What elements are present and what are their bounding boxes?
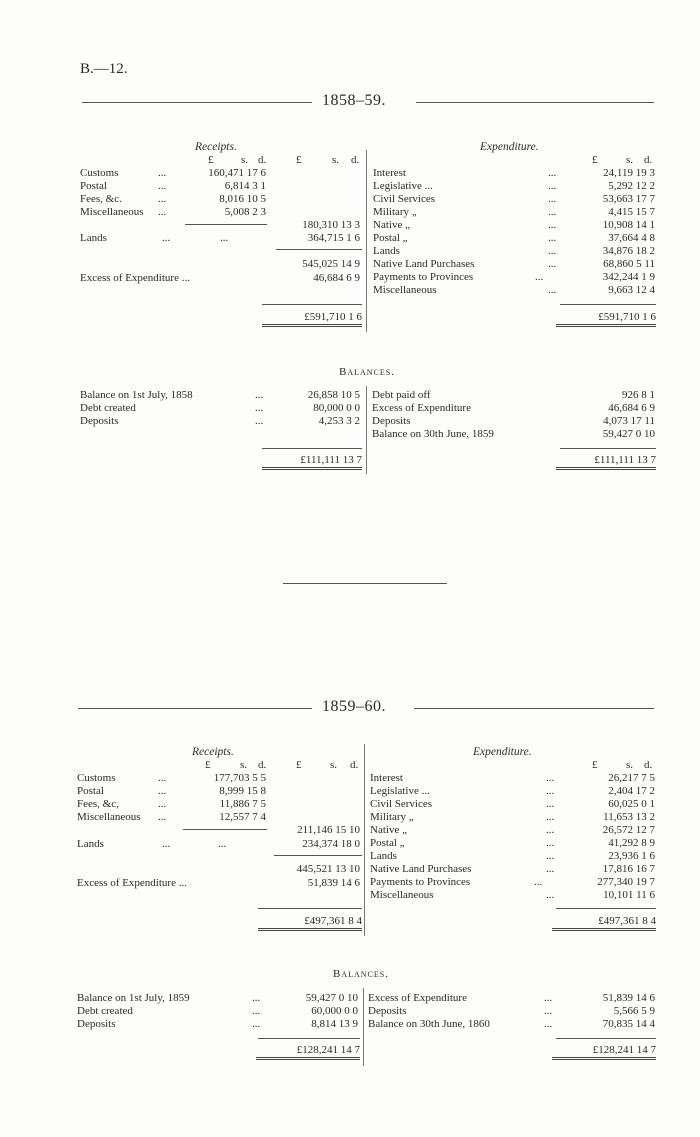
- balance-amount: 4,253 3 2: [318, 415, 360, 427]
- grand-total-rule: [258, 908, 362, 909]
- shilling-head: s.: [626, 759, 634, 771]
- leader-dots: ...: [548, 167, 557, 179]
- shilling-head: s.: [626, 154, 634, 166]
- balance-label: Debt created: [80, 402, 136, 414]
- receipts-total: 545,025 14 9: [302, 258, 360, 270]
- expenditure-amount: 10,101 11 6: [603, 889, 655, 901]
- leader-dots: ...: [548, 180, 557, 192]
- leader-dots: ...: [252, 992, 261, 1004]
- receipt-amount: 8,999 15 8: [219, 785, 266, 797]
- excess-amount: 51,839 14 6: [307, 877, 360, 889]
- leader-dots: ...: [158, 772, 167, 784]
- column-divider: [366, 150, 367, 332]
- section-year: 1858–59.: [322, 92, 386, 109]
- balances-header: Balances.: [339, 366, 395, 378]
- leader-dots: ...: [546, 785, 555, 797]
- expenditure-label: Postal „: [373, 232, 408, 244]
- receipt-label: Postal: [77, 785, 104, 797]
- balance-label: Deposits: [77, 1018, 116, 1030]
- leader-dots: ...: [534, 876, 543, 888]
- rule-right: [416, 102, 654, 103]
- leader-dots: ...: [158, 180, 167, 192]
- leader-dots: ...: [548, 258, 557, 270]
- receipt-amount: 12,557 7 4: [219, 811, 266, 823]
- expenditure-amount: 9,663 12 4: [608, 284, 655, 296]
- balance-amount: 59,427 0 10: [305, 992, 358, 1004]
- excess-label: Excess of Expenditure ...: [77, 877, 187, 889]
- receipt-label: Customs: [80, 167, 119, 179]
- balance-label: Balance on 30th June, 1860: [368, 1018, 490, 1030]
- rule-right: [414, 708, 654, 709]
- pence-head: d.: [258, 759, 267, 771]
- receipts-subtotal: 180,310 13 3: [302, 219, 360, 231]
- leader-dots: ...: [220, 232, 229, 244]
- expenditure-label: Native Land Purchases: [373, 258, 475, 270]
- leader-dots: ...: [252, 1005, 261, 1017]
- leader-dots: ...: [546, 772, 555, 784]
- expenditure-amount: 5,292 12 2: [608, 180, 655, 192]
- balances-total-rule: [560, 448, 656, 449]
- expenditure-label: Miscellaneous: [370, 889, 434, 901]
- expenditure-label: Payments to Provinces: [373, 271, 474, 283]
- receipt-label: Postal: [80, 180, 107, 192]
- pound-head: £: [205, 759, 211, 771]
- balance-amount: 926 8 1: [622, 389, 655, 401]
- pence-head-2: d.: [351, 154, 360, 166]
- leader-dots: ...: [546, 824, 555, 836]
- grand-total-left: £591,710 1 6: [262, 311, 362, 327]
- total-rule: [276, 249, 362, 250]
- balance-amount: 4,073 17 11: [603, 415, 655, 427]
- leader-dots: ...: [548, 193, 557, 205]
- pound-head-2: £: [296, 759, 302, 771]
- leader-dots: ...: [546, 863, 555, 875]
- balances-right-total: £128,241 14 7: [552, 1044, 656, 1060]
- leader-dots: ...: [548, 284, 557, 296]
- grand-total-rule: [560, 304, 656, 305]
- receipt-label: Miscellaneous: [80, 206, 144, 218]
- expenditure-amount: 23,936 1 6: [608, 850, 655, 862]
- expenditure-amount: 342,244 1 9: [602, 271, 655, 283]
- leader-dots: ...: [544, 1005, 553, 1017]
- expenditure-amount: 26,572 12 7: [602, 824, 655, 836]
- excess-label: Excess of Expenditure ...: [80, 272, 190, 284]
- expenditure-amount: 60,025 0 1: [608, 798, 655, 810]
- balances-header: Balances.: [333, 968, 389, 980]
- balance-label: Excess of Expenditure: [372, 402, 471, 414]
- shilling-head-2: s.: [332, 154, 340, 166]
- expenditure-header: Expenditure.: [480, 141, 539, 153]
- leader-dots: ...: [162, 838, 171, 850]
- expenditure-label: Miscellaneous: [373, 284, 437, 296]
- balance-amount: 26,858 10 5: [307, 389, 360, 401]
- expenditure-amount: 277,340 19 7: [597, 876, 655, 888]
- leader-dots: ...: [158, 193, 167, 205]
- pence-head: d.: [644, 759, 653, 771]
- receipts-total: 445,521 13 10: [296, 863, 360, 875]
- pound-head: £: [208, 154, 214, 166]
- balance-label: Excess of Expenditure: [368, 992, 467, 1004]
- pence-head: d.: [258, 154, 267, 166]
- expenditure-label: Military „: [370, 811, 414, 823]
- column-divider: [366, 386, 367, 474]
- expenditure-label: Native „: [373, 219, 410, 231]
- section-year: 1859–60.: [322, 698, 386, 715]
- leader-dots: ...: [252, 1018, 261, 1030]
- receipt-label: Miscellaneous: [77, 811, 141, 823]
- leader-dots: ...: [544, 992, 553, 1004]
- expenditure-amount: 10,908 14 1: [602, 219, 655, 231]
- balance-label: Deposits: [80, 415, 119, 427]
- leader-dots: ...: [546, 889, 555, 901]
- leader-dots: ...: [255, 389, 264, 401]
- leader-dots: ...: [158, 785, 167, 797]
- receipt-amount: 8,016 10 5: [219, 193, 266, 205]
- balance-amount: 59,427 0 10: [602, 428, 655, 440]
- balance-label: Balance on 1st July, 1859: [77, 992, 190, 1004]
- grand-total-right: £497,361 8 4: [552, 915, 656, 931]
- receipt-label: Fees, &c.: [80, 193, 122, 205]
- leader-dots: ...: [158, 811, 167, 823]
- expenditure-amount: 41,292 8 9: [608, 837, 655, 849]
- balance-amount: 60,000 0 0: [311, 1005, 358, 1017]
- leader-dots: ...: [255, 415, 264, 427]
- expenditure-label: Native Land Purchases: [370, 863, 472, 875]
- expenditure-label: Legislative ...: [370, 785, 430, 797]
- expenditure-amount: 68,860 5 11: [603, 258, 655, 270]
- pound-head: £: [592, 154, 598, 166]
- leader-dots: ...: [158, 798, 167, 810]
- receipt-amount: 6,814 3 1: [224, 180, 266, 192]
- leader-dots: ...: [535, 271, 544, 283]
- leader-dots: ...: [546, 837, 555, 849]
- receipts-header: Receipts.: [192, 746, 234, 758]
- expenditure-amount: 37,664 4 8: [608, 232, 655, 244]
- grand-total-left: £497,361 8 4: [258, 915, 362, 931]
- leader-dots: ...: [548, 232, 557, 244]
- shilling-head: s.: [240, 759, 248, 771]
- balances-total-rule: [556, 1038, 656, 1039]
- shilling-head-2: s.: [330, 759, 338, 771]
- balance-amount: 5,566 5 9: [613, 1005, 655, 1017]
- grand-total-rule: [262, 304, 362, 305]
- receipt-amount: 5,008 2 3: [224, 206, 266, 218]
- balances-total-rule: [258, 1038, 360, 1039]
- leader-dots: ...: [546, 798, 555, 810]
- balance-label: Debt created: [77, 1005, 133, 1017]
- leader-dots: ...: [162, 232, 171, 244]
- leader-dots: ...: [546, 850, 555, 862]
- column-divider: [364, 744, 365, 936]
- pence-head: d.: [644, 154, 653, 166]
- receipt-amount: 160,471 17 6: [208, 167, 266, 179]
- expenditure-label: Civil Services: [373, 193, 436, 205]
- expenditure-amount: 2,404 17 2: [608, 785, 655, 797]
- excess-amount: 46,684 6 9: [313, 272, 360, 284]
- balance-label: Debt paid off: [372, 389, 431, 401]
- shilling-head: s.: [241, 154, 249, 166]
- receipt-label: Fees, &c,: [77, 798, 119, 810]
- leader-dots: ...: [548, 219, 557, 231]
- expenditure-label: Military „: [373, 206, 417, 218]
- lands-label: Lands: [80, 232, 107, 244]
- leader-dots: ...: [544, 1018, 553, 1030]
- balances-left-total: £128,241 14 7: [256, 1044, 360, 1060]
- expenditure-label: Interest: [370, 772, 403, 784]
- leader-dots: ...: [548, 245, 557, 257]
- expenditure-label: Interest: [373, 167, 406, 179]
- leader-dots: ...: [255, 402, 264, 414]
- rule-left: [78, 708, 312, 709]
- pound-head: £: [592, 759, 598, 771]
- expenditure-amount: 34,876 18 2: [602, 245, 655, 257]
- balance-label: Deposits: [368, 1005, 407, 1017]
- balance-label: Balance on 1st July, 1858: [80, 389, 193, 401]
- expenditure-amount: 17,816 16 7: [602, 863, 655, 875]
- balances-left-total: £111,111 13 7: [262, 454, 362, 470]
- balance-label: Balance on 30th June, 1859: [372, 428, 494, 440]
- section-separator: [283, 583, 447, 584]
- grand-total-rule: [556, 908, 656, 909]
- expenditure-label: Postal „: [370, 837, 405, 849]
- expenditure-amount: 24,119 19 3: [603, 167, 655, 179]
- balances-right-total: £111,111 13 7: [556, 454, 656, 470]
- expenditure-amount: 11,653 13 2: [603, 811, 655, 823]
- page-id: B.—12.: [80, 61, 128, 77]
- receipt-amount: 177,703 5 5: [213, 772, 266, 784]
- expenditure-header: Expenditure.: [473, 746, 532, 758]
- balance-label: Deposits: [372, 415, 411, 427]
- expenditure-label: Payments to Provinces: [370, 876, 471, 888]
- balance-amount: 8,814 13 9: [311, 1018, 358, 1030]
- expenditure-label: Legislative ...: [373, 180, 433, 192]
- grand-total-right: £591,710 1 6: [556, 311, 656, 327]
- receipt-label: Customs: [77, 772, 116, 784]
- expenditure-amount: 26,217 7 5: [608, 772, 655, 784]
- lands-amount: 234,374 18 0: [302, 838, 360, 850]
- balances-total-rule: [262, 448, 362, 449]
- leader-dots: ...: [218, 838, 227, 850]
- rule-left: [82, 102, 312, 103]
- expenditure-amount: 4,415 15 7: [608, 206, 655, 218]
- expenditure-label: Civil Services: [370, 798, 433, 810]
- balance-amount: 46,684 6 9: [608, 402, 655, 414]
- leader-dots: ...: [548, 206, 557, 218]
- expenditure-label: Native „: [370, 824, 407, 836]
- expenditure-label: Lands: [373, 245, 400, 257]
- expenditure-label: Lands: [370, 850, 397, 862]
- expenditure-amount: 53,663 17 7: [602, 193, 655, 205]
- lands-label: Lands: [77, 838, 104, 850]
- leader-dots: ...: [158, 206, 167, 218]
- leader-dots: ...: [546, 811, 555, 823]
- column-divider: [363, 988, 364, 1066]
- total-rule: [274, 855, 362, 856]
- leader-dots: ...: [158, 167, 167, 179]
- receipts-header: Receipts.: [195, 141, 237, 153]
- balance-amount: 51,839 14 6: [602, 992, 655, 1004]
- receipt-amount: 11,886 7 5: [219, 798, 266, 810]
- balance-amount: 80,000 0 0: [313, 402, 360, 414]
- lands-amount: 364,715 1 6: [307, 232, 360, 244]
- pence-head-2: d.: [350, 759, 359, 771]
- balance-amount: 70,835 14 4: [602, 1018, 655, 1030]
- receipts-subtotal: 211,146 15 10: [297, 824, 360, 836]
- pound-head-2: £: [296, 154, 302, 166]
